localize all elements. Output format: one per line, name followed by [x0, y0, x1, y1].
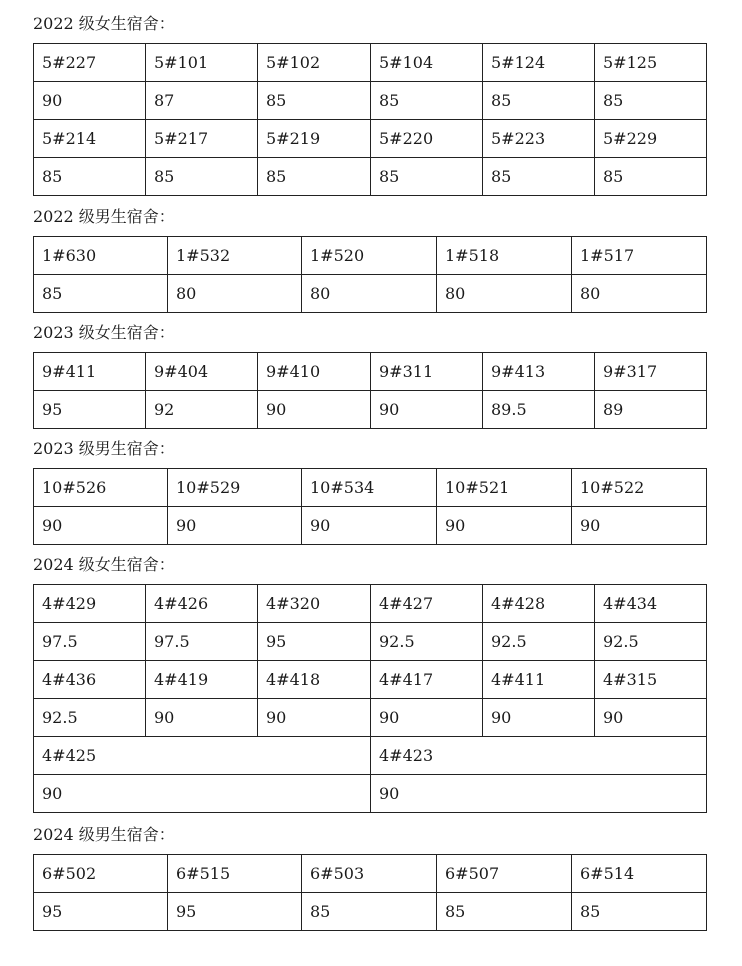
score-table — [33, 854, 707, 931]
score-cell: 90 — [34, 82, 146, 120]
score-table — [33, 236, 707, 313]
room-cell: 4#428 — [483, 585, 595, 623]
room-cell: 6#502 — [34, 855, 168, 893]
score-cell: 80 — [302, 275, 437, 313]
score-cell: 90 — [146, 699, 258, 737]
section-heading: 2022 级女生宿舍： — [33, 14, 175, 33]
room-cell: 5#104 — [371, 44, 483, 82]
score-cell: 85 — [371, 82, 483, 120]
room-cell: 6#507 — [437, 855, 572, 893]
score-cell: 90 — [572, 507, 707, 545]
room-cell: 10#521 — [437, 469, 572, 507]
room-cell: 10#526 — [34, 469, 168, 507]
table-row — [34, 44, 707, 82]
room-cell: 9#413 — [483, 353, 595, 391]
score-cell: 90 — [34, 775, 371, 813]
score-cell: 80 — [572, 275, 707, 313]
score-cell: 92.5 — [595, 623, 707, 661]
room-cell: 4#423 — [371, 737, 707, 775]
score-cell: 85 — [258, 158, 371, 196]
score-cell: 95 — [34, 893, 168, 931]
score-cell: 85 — [595, 82, 707, 120]
score-table — [33, 468, 707, 545]
room-cell: 9#311 — [371, 353, 483, 391]
room-cell: 10#534 — [302, 469, 437, 507]
section-heading: 2023 级女生宿舍： — [33, 323, 175, 342]
table-row — [34, 585, 707, 623]
table-row — [34, 469, 707, 507]
room-cell: 5#220 — [371, 120, 483, 158]
score-cell: 85 — [34, 158, 146, 196]
room-cell: 9#410 — [258, 353, 371, 391]
room-cell: 5#227 — [34, 44, 146, 82]
room-cell: 4#320 — [258, 585, 371, 623]
score-cell: 87 — [146, 82, 258, 120]
room-cell: 1#532 — [168, 237, 302, 275]
room-cell: 5#217 — [146, 120, 258, 158]
score-cell: 80 — [168, 275, 302, 313]
score-cell: 85 — [258, 82, 371, 120]
score-cell: 90 — [437, 507, 572, 545]
score-cell: 95 — [168, 893, 302, 931]
table-row — [34, 120, 707, 158]
section-heading: 2024 级女生宿舍： — [33, 555, 175, 574]
score-cell: 97.5 — [146, 623, 258, 661]
score-cell: 90 — [258, 391, 371, 429]
room-cell: 5#102 — [258, 44, 371, 82]
room-cell: 4#429 — [34, 585, 146, 623]
room-cell: 6#503 — [302, 855, 437, 893]
score-cell: 90 — [371, 775, 707, 813]
score-cell: 85 — [302, 893, 437, 931]
room-cell: 4#426 — [146, 585, 258, 623]
room-cell: 4#418 — [258, 661, 371, 699]
room-cell: 5#125 — [595, 44, 707, 82]
table-row — [34, 623, 707, 661]
table-row — [34, 507, 707, 545]
table-row — [34, 237, 707, 275]
score-cell: 85 — [146, 158, 258, 196]
section-heading: 2024 级男生宿舍： — [33, 825, 175, 844]
score-cell: 85 — [483, 82, 595, 120]
score-cell: 92.5 — [483, 623, 595, 661]
room-cell: 5#124 — [483, 44, 595, 82]
score-cell: 90 — [258, 699, 371, 737]
score-cell: 89 — [595, 391, 707, 429]
room-cell: 4#315 — [595, 661, 707, 699]
room-cell: 10#522 — [572, 469, 707, 507]
score-cell: 90 — [34, 507, 168, 545]
section-heading: 2022 级男生宿舍： — [33, 207, 175, 226]
score-cell: 90 — [371, 391, 483, 429]
table-row — [34, 699, 707, 737]
score-table — [33, 352, 707, 429]
score-cell: 85 — [572, 893, 707, 931]
room-cell: 5#214 — [34, 120, 146, 158]
table-row — [34, 158, 707, 196]
score-cell: 80 — [437, 275, 572, 313]
table-row — [34, 82, 707, 120]
room-cell: 1#517 — [572, 237, 707, 275]
table-row — [34, 353, 707, 391]
room-cell: 5#101 — [146, 44, 258, 82]
room-cell: 5#223 — [483, 120, 595, 158]
table-row — [34, 661, 707, 699]
score-cell: 95 — [258, 623, 371, 661]
score-cell: 85 — [595, 158, 707, 196]
room-cell: 4#434 — [595, 585, 707, 623]
room-cell: 4#411 — [483, 661, 595, 699]
room-cell: 1#520 — [302, 237, 437, 275]
score-cell: 92.5 — [371, 623, 483, 661]
score-cell: 90 — [595, 699, 707, 737]
room-cell: 4#427 — [371, 585, 483, 623]
section-heading: 2023 级男生宿舍： — [33, 439, 175, 458]
table-row — [34, 391, 707, 429]
score-cell: 90 — [371, 699, 483, 737]
score-cell: 90 — [168, 507, 302, 545]
score-cell: 85 — [34, 275, 168, 313]
room-cell: 9#411 — [34, 353, 146, 391]
score-cell: 85 — [371, 158, 483, 196]
table-row — [34, 775, 707, 813]
room-cell: 6#515 — [168, 855, 302, 893]
room-cell: 4#425 — [34, 737, 371, 775]
score-cell: 89.5 — [483, 391, 595, 429]
room-cell: 4#419 — [146, 661, 258, 699]
room-cell: 1#518 — [437, 237, 572, 275]
table-row — [34, 737, 707, 775]
room-cell: 5#219 — [258, 120, 371, 158]
score-table — [33, 43, 707, 196]
score-cell: 90 — [483, 699, 595, 737]
score-cell: 92 — [146, 391, 258, 429]
score-cell: 85 — [437, 893, 572, 931]
room-cell: 9#404 — [146, 353, 258, 391]
table-row — [34, 893, 707, 931]
room-cell: 5#229 — [595, 120, 707, 158]
room-cell: 10#529 — [168, 469, 302, 507]
room-cell: 9#317 — [595, 353, 707, 391]
score-cell: 95 — [34, 391, 146, 429]
room-cell: 4#436 — [34, 661, 146, 699]
score-cell: 85 — [483, 158, 595, 196]
score-cell: 92.5 — [34, 699, 146, 737]
room-cell: 1#630 — [34, 237, 168, 275]
score-table — [33, 584, 707, 813]
score-cell: 97.5 — [34, 623, 146, 661]
score-cell: 90 — [302, 507, 437, 545]
room-cell: 4#417 — [371, 661, 483, 699]
table-row — [34, 275, 707, 313]
table-row — [34, 855, 707, 893]
room-cell: 6#514 — [572, 855, 707, 893]
